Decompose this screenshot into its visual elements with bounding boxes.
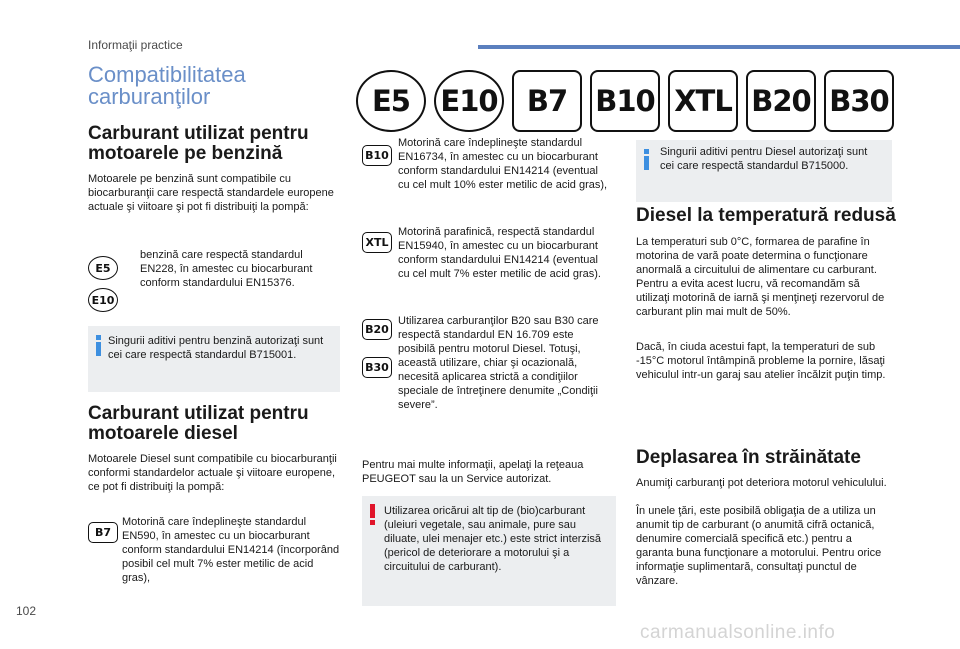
desc-xtl: Motorină parafinică, respectă standardul EN15940, în amestec cu un biocarburant conform standardului EN14214 (eventual cu cel mult 7% ester metilic de acid gras). [398,226,601,280]
diesel-desc-b7: Motorină care îndeplineşte standardul EN590, în amestec cu un biocarburant conform standardului EN14214 (încorporând posibil cel mult 7% ester metilic de acid gras), [122,516,340,584]
fuel-badge-e10: E10 [434,70,504,132]
fuel-warning-text: Utilizarea oricărui alt tip de (bio)carburant (uleiuri vegetale, sau animale, pure sau diluate, ulei menajer etc.) este strict interzisă (pericol de deteriorare a motorului şi a circuitului de carburant). [384,505,602,573]
badge-b7-icon: B7 [88,522,118,543]
diesel-note: Singurii aditivi pentru Diesel autorizaţi sunt cei care respectă standardul B715000. [660,146,868,172]
badge-e5-icon: E5 [88,256,118,280]
info-icon [96,335,101,355]
fuel-badge-row [356,70,894,132]
desc-b20-b30: Utilizarea carburanţilor B20 sau B30 care respectă standardul EN 16.709 este posibilă pentru motorul Diesel. Totuşi, această utilizare, chiar şi ocazională, necesită aplicarea strictă a condiţiilor speciale de întreţinere denumite „Condiţii severe”. [398,315,599,411]
more-info-text: Pentru mai multe informaţii, apelaţi la reţeaua PEUGEOT sau la un Service autorizat. [362,459,584,485]
petrol-heading-line2: motoarele pe benzină [88,143,283,164]
cold-paragraph-2: Dacă, în ciuda acestui fapt, la temperaturi de sub -15°C motorul întâmpină probleme la pornire, lăsaţi vehiculul intr-un garaj sau atelier încălzit puţin timp. [636,341,886,381]
badge-e10-icon: E10 [88,288,118,312]
abroad-paragraph-1: Anumiţi carburanţi pot deteriora motorul vehiculului. [636,477,887,489]
cold-heading: Diesel la temperatură redusă [636,205,896,226]
page-title [88,64,348,108]
petrol-info-box [88,326,340,392]
diesel-heading-line2: motoarele diesel [88,423,238,444]
page-number: 102 [16,604,37,618]
fuel-badge-b20: B20 [746,70,816,132]
cold-paragraph-1: La temperaturi sub 0°C, formarea de parafine în motorina de vară poate determina o funcţionare anormală a circuitului de alimentare cu carburant. Pentru a evita acest lucru, vă recomandăm să utilizaţi motorină de iarnă şi menţineţi rezervorul de carburant plin mai mult de 50%. [636,236,885,318]
warning-icon [370,504,376,526]
badge-b30-icon: B30 [362,357,392,378]
fuel-badge-b30: B30 [824,70,894,132]
section-label: Informaţii practice [88,38,183,52]
petrol-heading [88,124,348,164]
diesel-heading-line1: Carburant utilizat pentru [88,403,309,424]
abroad-paragraph-2: În unele ţări, este posibilă obligaţia de a utiliza un anumit tip de carburant (o anumită cifră octanică, denumire comercială specifică etc.) pentru a garanta buna funcţionare a motorului. Pentru orice informaţie suplimentară, consultaţi punctul de vânzare. [636,505,882,587]
fuel-badge-xtl: XTL [668,70,738,132]
page-title-line1: Compatibilitatea [88,62,246,87]
fuel-badge-e5: E5 [356,70,426,132]
page-title-line2: carburanţilor [88,84,211,109]
fuel-warning-box [362,496,616,606]
diesel-info-box [636,140,892,202]
header-bar [478,45,960,49]
fuel-badge-b7: B7 [512,70,582,132]
petrol-heading-line1: Carburant utilizat pentru [88,123,309,144]
petrol-intro: Motoarele pe benzină sunt compatibile cu biocarburanţii care respectă standardele europene actuale şi viitoare şi pot fi distribuiţi la pompă: [88,173,334,213]
watermark: carmanualsonline.info [640,622,836,643]
fuel-badge-b10: B10 [590,70,660,132]
abroad-heading: Deplasarea în străinătate [636,447,861,468]
badge-xtl-icon: XTL [362,232,392,253]
badge-b10-icon: B10 [362,145,392,166]
badge-b20-icon: B20 [362,319,392,340]
info-icon [644,149,649,169]
diesel-heading [88,404,348,444]
diesel-intro: Motoarele Diesel sunt compatibile cu biocarburanţii conformi standardelor actuale şi viitoare europene, ce pot fi distribuiţi la pompă: [88,453,337,493]
petrol-note: Singurii aditivi pentru benzină autorizaţi sunt cei care respectă standardul B715001. [108,335,324,361]
petrol-desc: benzină care respectă standardul EN228, în amestec cu biocarburant conform standardului EN15376. [140,249,313,289]
desc-b10: Motorină care îndeplineşte standardul EN16734, în amestec cu un biocarburant conform standardului EN14214 (eventual cu cel mult 10% ester metilic de acid gras), [398,137,608,191]
